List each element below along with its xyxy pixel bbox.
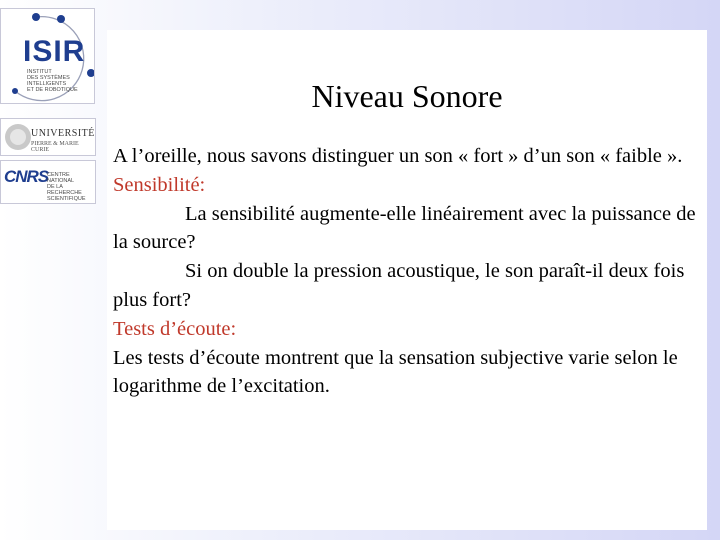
tests-heading: Tests d’écoute: — [113, 317, 237, 340]
isir-subtitle-line: DES SYSTÈMES — [27, 75, 70, 82]
cnrs-logo — [0, 160, 96, 204]
conclusion-paragraph: Les tests d’écoute montrent que la sensation subjective varie selon le logarithme de l’excitation. — [113, 346, 678, 398]
cnrs-logo-subtitle — [47, 172, 95, 202]
upmc-logo-name-line1: UNIVERSITÉ — [31, 128, 95, 139]
isir-logo-name: ISIR — [23, 35, 86, 68]
cnrs-subtitle-line: CENTRE NATIONAL — [47, 172, 75, 185]
isir-subtitle-line: ET DE ROBOTIQUE — [27, 87, 78, 94]
cnrs-subtitle-line: SCIENTIFIQUE — [47, 196, 86, 203]
upmc-emblem-icon — [3, 120, 33, 154]
isir-logo-subtitle — [27, 69, 78, 93]
isir-subtitle-line: INTELLIGENTS — [27, 81, 67, 88]
slide-title: Niveau Sonore — [311, 78, 503, 114]
slide-panel — [107, 30, 707, 530]
upmc-logo-name-line2: PIERRE & MARIE CURIE — [31, 141, 79, 153]
question-1: La sensibilité augmente-elle linéairement avec la puissance de la source? — [113, 202, 696, 254]
isir-logo — [0, 8, 95, 104]
cnrs-subtitle-line: DE LA RECHERCHE — [47, 184, 82, 197]
cnrs-logo-name: CNRS — [4, 167, 49, 186]
intro-paragraph: A l’oreille, nous savons distinguer un son « fort » d’un son « faible ». — [113, 145, 683, 167]
isir-subtitle-line: INSTITUT — [27, 69, 52, 75]
upmc-logo — [0, 118, 96, 156]
slide-body — [113, 142, 701, 401]
sensibilite-heading: Sensibilité: — [113, 173, 206, 196]
question-2: Si on double la pression acoustique, le son paraît-il deux fois plus fort? — [113, 260, 685, 311]
